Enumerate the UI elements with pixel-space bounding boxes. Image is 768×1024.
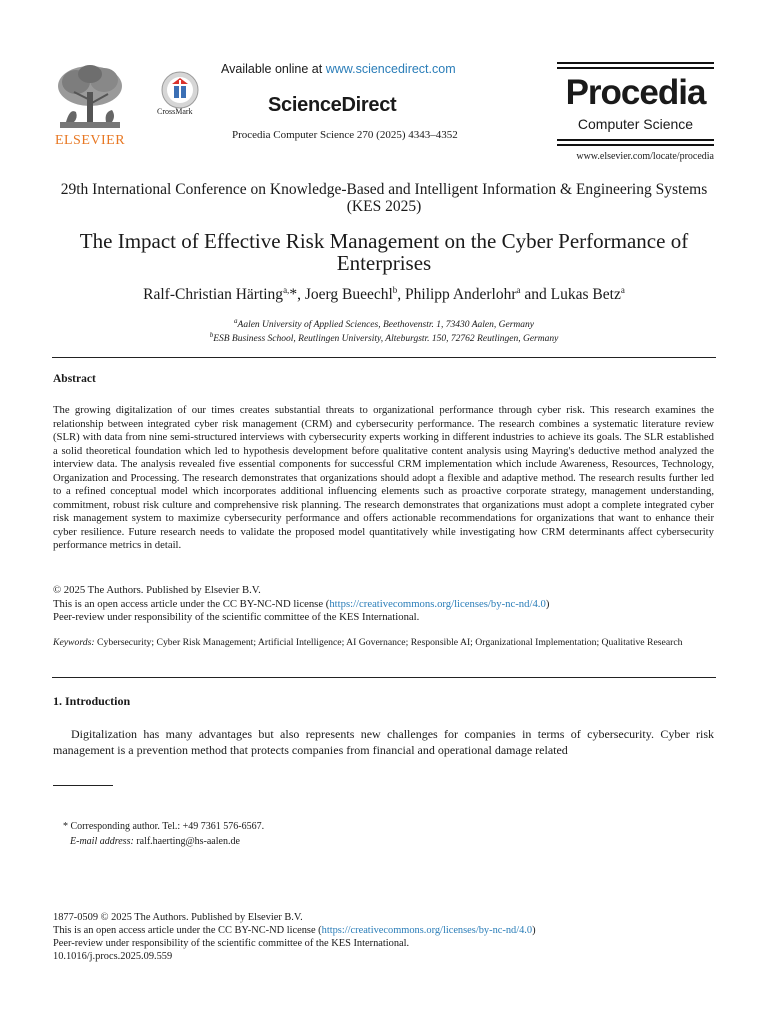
doi[interactable]: 10.1016/j.procs.2025.09.559: [53, 951, 173, 962]
author-affiliation-mark: a: [620, 285, 625, 295]
email-note: [70, 836, 240, 847]
affiliation-b: [52, 331, 716, 344]
footer-license-link[interactable]: https://creativecommons.org/licenses/by-nc-nd/4.0: [321, 925, 533, 936]
abstract-heading: Abstract: [53, 373, 96, 385]
author-separator: ,: [297, 286, 305, 304]
author-separator: and: [520, 286, 551, 304]
procedia-subtitle: Computer Science: [577, 116, 694, 132]
affiliation-a: [52, 317, 716, 330]
license-line: [53, 598, 549, 611]
affiliation-text: ESB Business School, Reutlingen University, Alteburgstr. 150, 72762 Reutlingen, Germany: [213, 334, 559, 345]
email-label: E-mail address:: [70, 836, 134, 847]
sciencedirect-link[interactable]: www.sciencedirect.com: [325, 62, 456, 76]
peer-review-line: Peer-review under responsibility of the scientific committee of the KES International.: [53, 611, 420, 623]
author-name: Philipp Anderlohr: [405, 286, 517, 304]
footer-license-suffix: ): [532, 925, 536, 936]
available-online-line: [221, 62, 456, 76]
elsevier-wordmark: ELSEVIER: [54, 133, 126, 148]
introduction-text: [53, 727, 714, 758]
footer-license-line: [53, 925, 536, 937]
corresponding-author-note: * Corresponding author. Tel.: +49 7361 576-6567.: [63, 821, 265, 832]
conference-name: 29th International Conference on Knowledge-Based and Intelligent Information & Engineering Systems (KES 2025): [60, 181, 708, 215]
crossmark-label: CrossMark: [157, 107, 193, 116]
intro-paragraph: Digitalization has many advantages but also represents new challenges for companies in terms of cybersecurity. Cyber risk management is a prevention method that protects companies from financial and operational damage related: [53, 727, 714, 757]
available-prefix: Available online at: [221, 62, 326, 76]
journal-citation: Procedia Computer Science 270 (2025) 4343–4352: [232, 129, 458, 141]
footnote-rule: [53, 785, 113, 786]
journal-url[interactable]: www.elsevier.com/locate/procedia: [576, 151, 714, 162]
affiliation-text: Aalen University of Applied Sciences, Beethovenstr. 1, 73430 Aalen, Germany: [237, 320, 534, 331]
procedia-rule-top-2: [557, 67, 714, 69]
paper-title: The Impact of Effective Risk Management on the Cyber Performance of Enterprises: [79, 229, 689, 275]
abstract-top-rule: [52, 357, 716, 358]
procedia-rule-top: [557, 62, 714, 64]
author-affiliation-mark: a,: [283, 285, 290, 295]
license-link[interactable]: https://creativecommons.org/licenses/by-nc-nd/4.0: [329, 598, 546, 610]
license-suffix: ): [545, 598, 550, 610]
author-list: [52, 285, 716, 304]
keywords-label: Keywords:: [53, 637, 95, 648]
affiliation-mark: b: [209, 331, 214, 339]
copyright-line: © 2025 The Authors. Published by Elsevier B.V.: [53, 584, 261, 596]
procedia-rule-bottom-2: [557, 144, 714, 146]
author-affiliation-mark: a: [516, 285, 521, 295]
author-affiliation-mark: b: [392, 285, 398, 295]
corresponding-mark[interactable]: *: [289, 286, 298, 304]
procedia-title: Procedia: [565, 73, 706, 112]
sciencedirect-logo: ScienceDirect: [268, 94, 397, 116]
author-name: Ralf-Christian Härting: [143, 286, 284, 304]
issn-line: 1877-0509 © 2025 The Authors. Published by Elsevier B.V.: [53, 912, 303, 923]
keywords: [53, 637, 714, 650]
keywords-text: Cybersecurity; Cyber Risk Management; Artificial Intelligence; AI Governance; Responsible AI; Organizational Implementation; Qualitative Research: [97, 637, 683, 648]
author-separator: ,: [397, 286, 406, 304]
affiliation-mark: a: [234, 317, 238, 325]
abstract-bottom-rule: [52, 677, 716, 678]
email-address[interactable]: ralf.haerting@hs-aalen.de: [136, 836, 240, 847]
crossmark-icon[interactable]: [160, 70, 202, 110]
procedia-rule-bottom: [557, 139, 714, 141]
procedia-logo: [557, 62, 714, 148]
abstract-text: The growing digitalization of our times creates substantial threats to organizational performance through cyber risk. This research examines the relationship between integrated cyber risk management (CRM) and cybersecurity performance. The research combines a systematic literature review (SLR) with data from nine semi-structured interviews with cybersecurity experts working in different industries to achieve its goals. The SLR established a solid theoretical foundation which led to hypothesis development before qualitative content analysis using Mayring's deductive method analyzed the interview data. The analysis revealed five essential components for successful CRM implementation which include Awareness, Resources, Technology, Organization and Processing. The research demonstrates that organizations should adopt a flexible and adaptive method. The research results further led to a refined conceptual model which incorporates additional influencing elements such as proactive corporate strategy, management understanding, commitment, robust risk culture and comprehensive risk planning. The research demonstrates that organizations must adopt a complete integrated cyber risk management system to maximize cybersecurity performance and offers actionable recommendations for organizations that want to enhance their cyber resilience. Future research needs to validate the proposed model quantitatively while investigating how CRM determinants affect cybersecurity performance metrics in detail.: [53, 404, 714, 551]
footer-peer-review: Peer-review under responsibility of the scientific committee of the KES International.: [53, 938, 410, 949]
license-prefix: This is an open access article under the CC BY-NC-ND license (: [53, 598, 330, 610]
author-name: Joerg Bueechl: [304, 286, 393, 304]
author-name: Lukas Betz: [550, 286, 621, 304]
section-heading: 1. Introduction: [53, 694, 131, 708]
footer-license-prefix: This is an open access article under the CC BY-NC-ND license (: [53, 925, 322, 936]
